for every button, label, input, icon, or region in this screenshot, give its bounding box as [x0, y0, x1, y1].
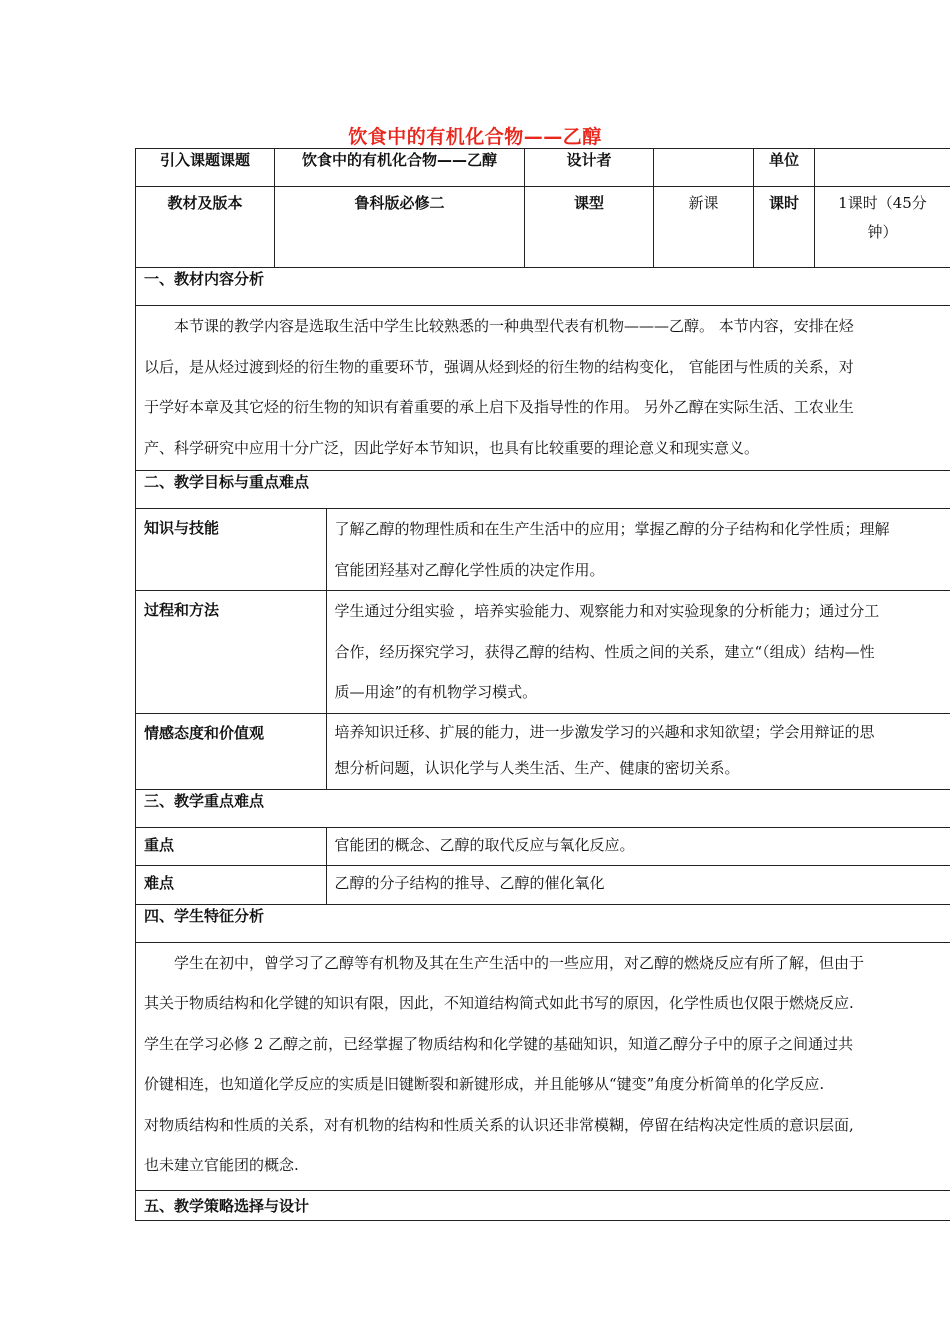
header-row-2: [136, 187, 950, 268]
section-heading: 二、教学目标与重点难点: [136, 471, 950, 509]
paragraph-line: 于学好本章及其它烃的衍生物的知识有着重要的承上启下及指导性的作用。 另外乙醇在实际生活、工农业生: [144, 398, 854, 416]
goal-line: 培养知识迁移、扩展的能力，进一步激发学习的兴趣和求知欲望；学会用辩证的思: [334, 723, 875, 741]
paragraph-line: 学生在学习必修 2 乙醇之前，已经掌握了物质结构和化学键的基础知识，知道乙醇分子中的原子之间通过共: [144, 1034, 854, 1053]
goal-line: 想分析问题，认识化学与人类生活、生产、健康的密切关系。: [334, 759, 740, 777]
section-heading: 五、教学策略选择与设计: [136, 1190, 950, 1220]
section-4-content-row: [136, 942, 950, 1190]
paragraph-line: 其关于物质结构和化学键的知识有限，因此，不知道结构简式如此书写的原因，化学性质也仅限于燃烧反应.: [144, 994, 854, 1012]
section-heading: 三、教学重点难点: [136, 789, 950, 827]
goal-line: 质—用途”的有机物学习模式。: [334, 683, 538, 701]
paragraph-line: 学生在初中，曾学习了乙醇等有机物及其在生产生活中的一些应用，对乙醇的燃烧反应有所了解，但由于: [174, 953, 865, 972]
key-point-row: [136, 828, 950, 866]
goal-label: 过程和方法: [136, 591, 326, 714]
key-point-label: 重点: [136, 828, 326, 866]
goal-label: 情感态度和价值观: [136, 714, 326, 789]
goal-line: 官能团羟基对乙醇化学性质的决定作用。: [334, 560, 605, 579]
class-hours-label: 课时: [754, 187, 815, 268]
section-2-content-row: [136, 509, 950, 790]
key-point-text: 乙醇的分子结构的推导、乙醇的催化氧化: [326, 866, 950, 904]
goal-text: [326, 509, 950, 591]
class-hours-value: [815, 187, 950, 268]
section-4-heading-row: [136, 904, 950, 942]
lesson-plan-table: [135, 148, 950, 1221]
goal-row: [136, 714, 950, 789]
key-points-cell: [136, 827, 950, 904]
key-point-label: 难点: [136, 866, 326, 904]
document-title: 饮食中的有机化合物——乙醇: [348, 126, 602, 148]
section-3-content-row: [136, 827, 950, 904]
section-1-paragraph: [136, 306, 950, 471]
section-1-heading-row: [136, 268, 950, 306]
textbook-label: 教材及版本: [136, 187, 275, 268]
designer-label: 设计者: [525, 149, 654, 187]
paragraph-line: 产、科学研究中应用十分广泛，因此学好本节知识，也具有比较重要的理论意义和现实意义。: [144, 438, 760, 457]
class-hours-line-1: 1课时（45分: [838, 194, 927, 212]
section-heading: 四、学生特征分析: [136, 904, 950, 942]
goal-text: [326, 714, 950, 789]
paragraph-line: 本节课的教学内容是选取生活中学生比较熟悉的一种典型代表有机物———乙醇。 本节内容，安排在烃: [174, 317, 854, 335]
section-2-heading-row: [136, 471, 950, 509]
goal-row: [136, 509, 950, 591]
goal-line: 合作，经历探究学习，获得乙醇的结构、性质之间的关系，建立“（组成）结构—性: [334, 642, 875, 661]
goal-row: [136, 591, 950, 714]
key-point-row: [136, 866, 950, 904]
goal-text: [326, 591, 950, 714]
header-row-1: [136, 149, 950, 187]
unit-label: 单位: [754, 149, 815, 187]
textbook-value: 鲁科版必修二: [275, 187, 525, 268]
paragraph-line: 以后，是从烃过渡到烃的衍生物的重要环节，强调从烃到烃的衍生物的结构变化， 官能团与性质的关系，对: [144, 357, 854, 376]
lesson-type-value: 新课: [654, 187, 754, 268]
key-points-table: [136, 828, 950, 904]
goal-label: 知识与技能: [136, 509, 326, 591]
paragraph-line: 价键相连，也知道化学反应的实质是旧键断裂和新键形成，并且能够从“键变”角度分析简单的化学反应.: [144, 1075, 825, 1093]
topic-label: 引入课题课题: [136, 149, 275, 187]
paragraph-line: 对物质结构和性质的关系，对有机物的结构和性质关系的认识还非常模糊，停留在结构决定性质的意识层面,: [144, 1115, 854, 1134]
paragraph-line: 也未建立官能团的概念.: [144, 1156, 299, 1174]
section-3-heading-row: [136, 789, 950, 827]
section-1-content-row: [136, 306, 950, 471]
section-heading: 一、教材内容分析: [136, 268, 950, 306]
goal-line: 学生通过分组实验 ，培养实验能力、观察能力和对实验现象的分析能力；通过分工: [334, 602, 880, 620]
unit-value: [815, 149, 950, 187]
designer-value: [654, 149, 754, 187]
class-hours-line-2: 钟）: [867, 223, 898, 241]
section-5-heading-row: [136, 1190, 950, 1220]
topic-value: 饮食中的有机化合物——乙醇: [275, 149, 525, 187]
goals-table: [136, 509, 950, 789]
lesson-type-label: 课型: [525, 187, 654, 268]
goal-line: 了解乙醇的物理性质和在生产生活中的应用；掌握乙醇的分子结构和化学性质；理解: [334, 520, 890, 538]
section-4-paragraph: [136, 942, 950, 1190]
goals-cell: [136, 509, 950, 790]
key-point-text: 官能团的概念、乙醇的取代反应与氧化反应。: [326, 828, 950, 866]
